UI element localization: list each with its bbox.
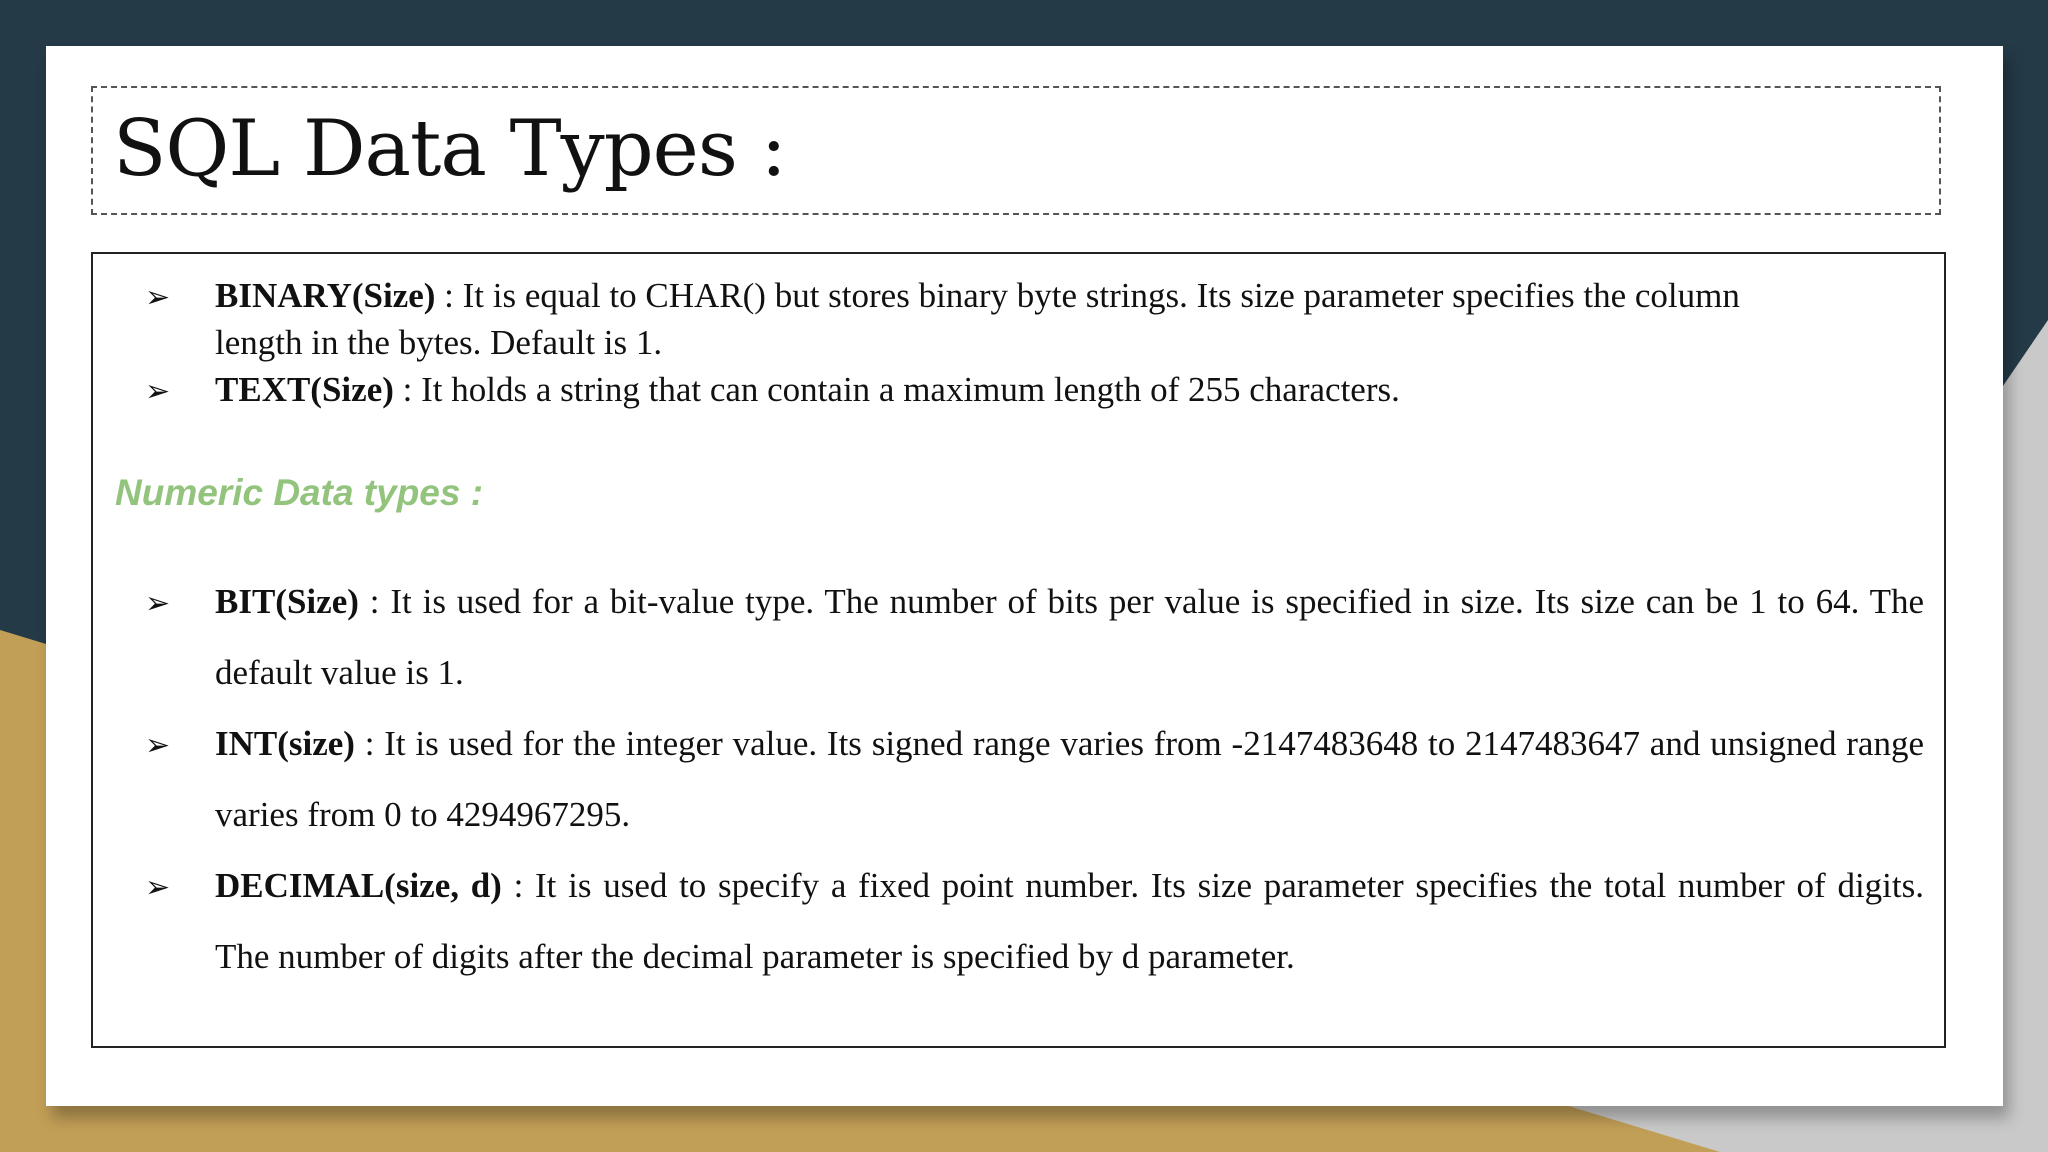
section-heading: Numeric Data types : [115,472,484,513]
list-item-text [215,708,1924,850]
list-item-text [215,566,1924,708]
title-placeholder [91,86,1941,215]
data-type-description: : It is used for the integer value. Its signed range varies from -2147483648 to 2147483647 and unsigned range varies from 0 to 4294967295. [215,724,1924,834]
arrow-bullet-icon: ➢ [145,728,171,763]
slide-title: SQL Data Types : [113,104,786,194]
data-type-term: BINARY(Size) [215,276,436,315]
content-placeholder [91,252,1946,1048]
data-type-term: TEXT(Size) [215,370,394,409]
data-type-term: INT(size) [215,724,355,763]
data-type-description: : It holds a string that can contain a maximum length of 255 characters. [393,370,1400,409]
arrow-bullet-icon: ➢ [145,280,171,315]
data-type-description: : It is equal to CHAR() but stores binary byte strings. Its size parameter specifies the column length in the bytes. Default is 1. [215,276,1740,362]
data-type-description: : It is used to specify a fixed point number. Its size parameter specifies the total number of digits. The number of digits after the decimal parameter is specified by d parameter. [215,866,1924,976]
arrow-bullet-icon: ➢ [145,586,171,621]
arrow-bullet-icon: ➢ [145,870,171,905]
data-type-description: : It is used for a bit-value type. The number of bits per value is specified in size. Its size can be 1 to 64. The default value is 1. [215,582,1924,692]
list-item-text [215,366,1830,413]
data-type-term: BIT(Size) [215,582,359,621]
data-type-term: DECIMAL(size, d) [215,866,502,905]
arrow-bullet-icon: ➢ [145,374,171,409]
list-item-text [215,272,1830,366]
list-item-text [215,850,1924,992]
